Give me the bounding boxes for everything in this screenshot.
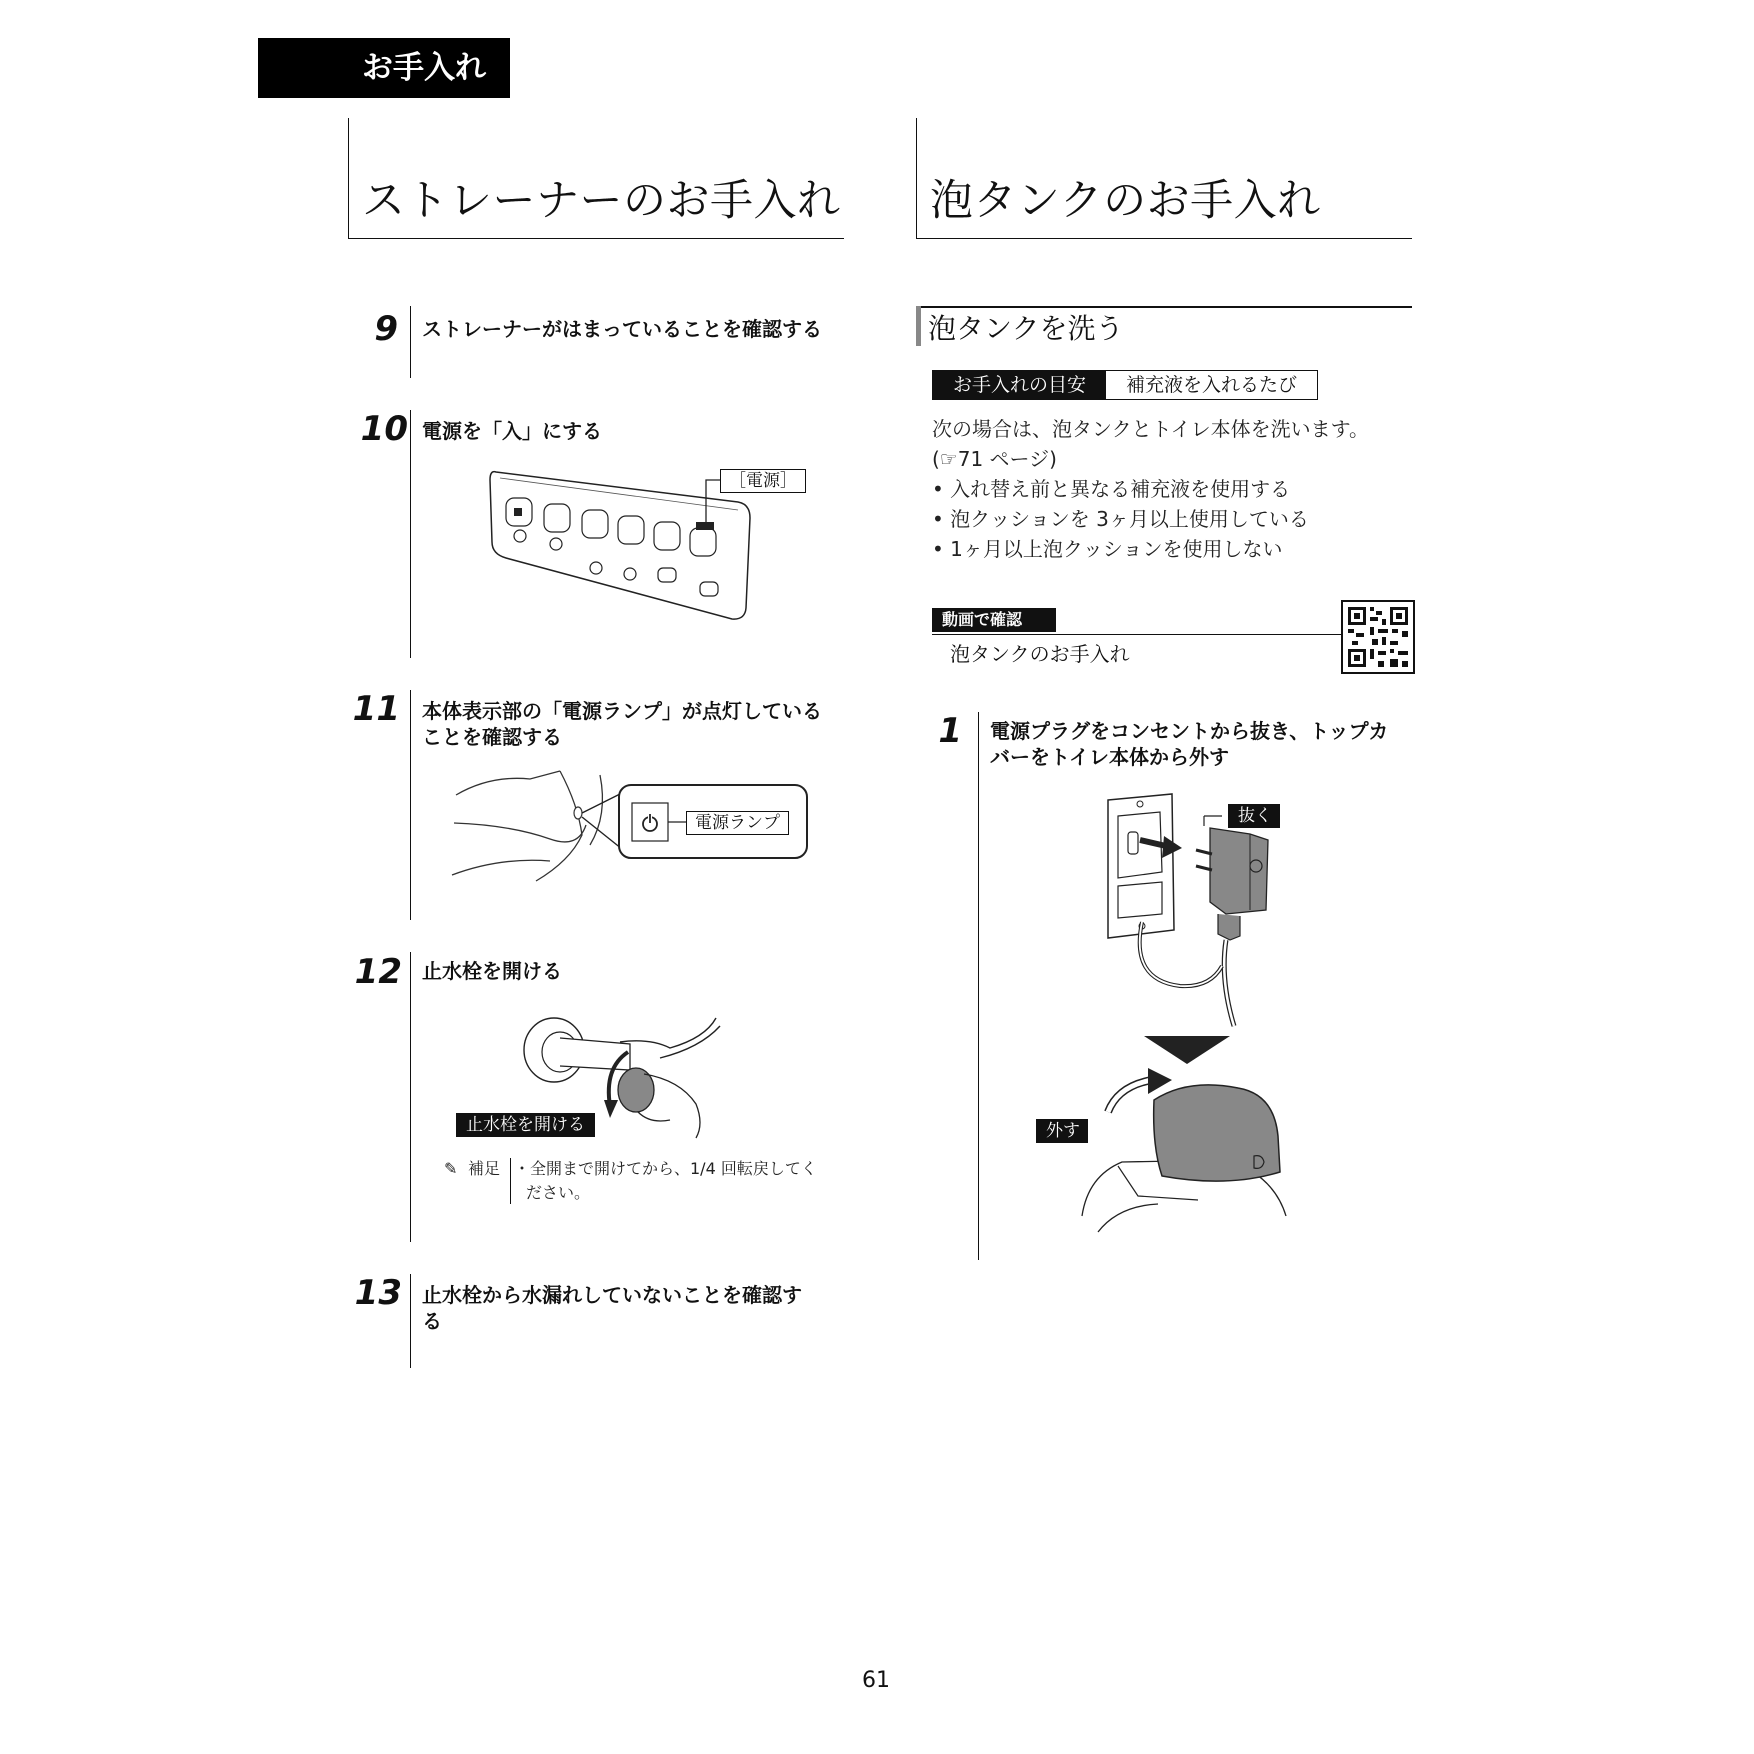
step-text: バーをトイレ本体から外す — [990, 745, 1229, 769]
title-rule-vertical — [348, 118, 349, 239]
note-label: 補足 — [468, 1159, 501, 1178]
step-number: 1 — [938, 711, 962, 751]
step-rule — [410, 306, 411, 378]
power-button-label: ［電源］ — [720, 469, 806, 493]
page-number: 61 — [862, 1668, 890, 1693]
care-guide-label: お手入れの目安 — [933, 371, 1106, 399]
remove-label: 外す — [1036, 1119, 1088, 1143]
note-text: ・全開まで開けてから、1/4 回転戻してく — [514, 1159, 817, 1178]
video-title[interactable]: 泡タンクのお手入れ — [950, 642, 1130, 666]
page-reference[interactable]: (☞71 ページ) — [932, 447, 1057, 471]
intro-text: 次の場合は、泡タンクとトイレ本体を洗います。 — [932, 417, 1369, 441]
step-number: 9 — [374, 309, 398, 349]
step-text: ことを確認する — [422, 725, 562, 749]
step-text: る — [422, 1309, 442, 1333]
step-number: 10 — [360, 409, 408, 449]
step-text: ストレーナーがはまっていることを確認する — [422, 317, 822, 341]
left-column-title: ストレーナーのお手入れ — [362, 176, 841, 226]
right-column-title: 泡タンクのお手入れ — [930, 176, 1321, 226]
video-rule — [932, 634, 1344, 635]
bullet-item: • 泡クッションを 3ヶ月以上使用している — [932, 504, 1309, 534]
bullet-item: • 入れ替え前と異なる補充液を使用する — [932, 474, 1290, 504]
step-text: 止水栓を開ける — [422, 959, 562, 983]
bullet-item: • 1ヶ月以上泡クッションを使用しない — [932, 534, 1282, 564]
subsection-marker — [916, 306, 921, 346]
step-rule — [978, 712, 979, 1260]
step-number: 12 — [354, 952, 402, 992]
step-number: 13 — [354, 1273, 402, 1313]
step-rule — [410, 410, 411, 658]
pull-out-label: 抜く — [1228, 804, 1280, 828]
title-rule-horizontal — [348, 238, 844, 239]
subsection-rule — [916, 306, 1412, 308]
note-pencil-icon: ✎ — [444, 1159, 458, 1178]
step-rule — [410, 690, 411, 920]
step-rule — [410, 952, 411, 1242]
open-valve-label: 止水栓を開ける — [456, 1113, 595, 1137]
power-lamp-label: 電源ランプ — [686, 811, 789, 835]
step-number: 11 — [352, 689, 400, 729]
step-text: 電源を「入」にする — [422, 419, 602, 443]
step-rule — [410, 1274, 411, 1368]
subsection-title: 泡タンクを洗う — [928, 312, 1124, 345]
care-guide-box — [932, 370, 1318, 400]
down-arrow-icon — [1144, 1036, 1230, 1066]
note-text: ださい。 — [526, 1183, 591, 1202]
note-rule — [510, 1158, 511, 1204]
title-rule-vertical — [916, 118, 917, 239]
qr-code-icon[interactable] — [1342, 601, 1414, 673]
title-rule-horizontal — [916, 238, 1412, 239]
remove-top-cover-illustration — [1078, 1066, 1292, 1238]
step-text: 本体表示部の「電源ランプ」が点灯している — [422, 699, 822, 723]
step-text: 電源プラグをコンセントから抜き、トップカ — [990, 719, 1389, 743]
video-tag: 動画で確認 — [932, 608, 1056, 632]
section-tab: お手入れ — [258, 38, 510, 98]
step-text: 止水栓から水漏れしていないことを確認す — [422, 1283, 802, 1307]
care-guide-value: 補充液を入れるたび — [1106, 371, 1317, 399]
